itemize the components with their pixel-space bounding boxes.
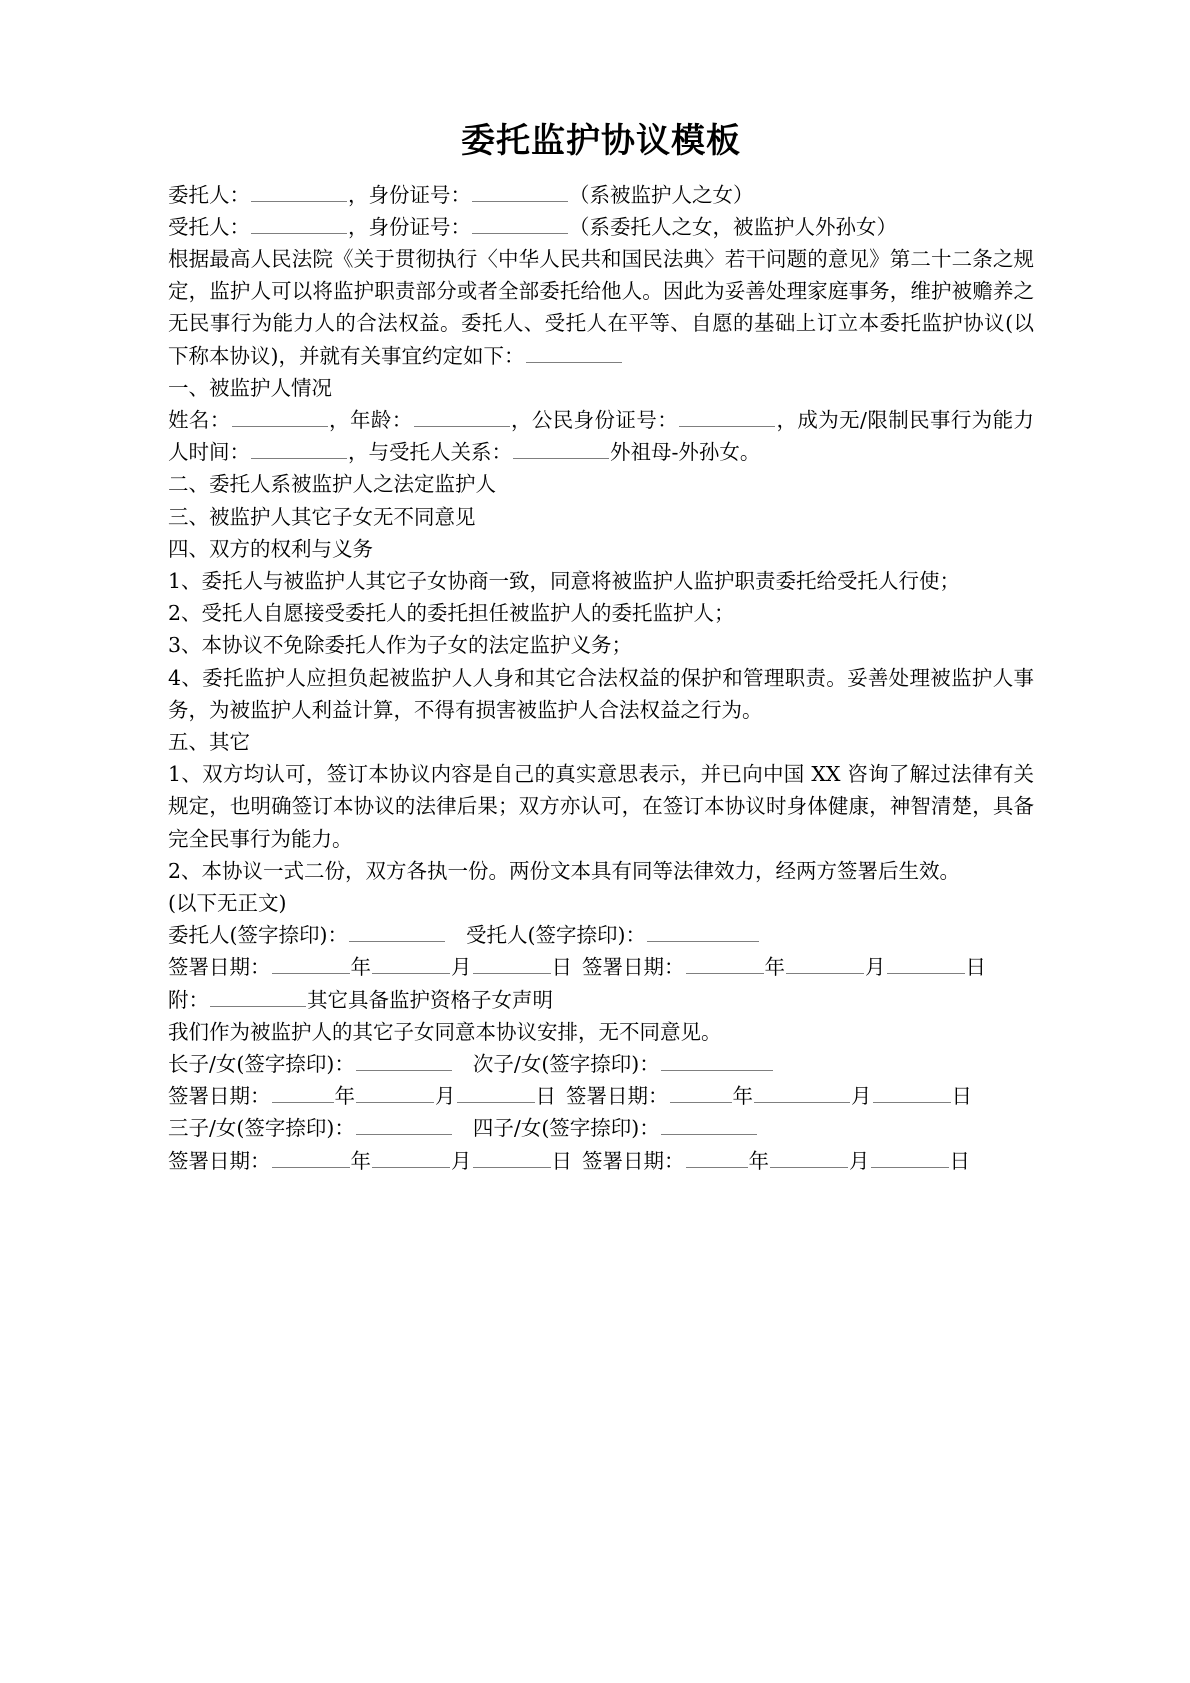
- child-2-date-label: 签署日期：: [566, 1084, 669, 1109]
- trustee-name-blank[interactable]: [251, 212, 347, 234]
- paragraph-ward-info: [168, 404, 1034, 468]
- day-unit-c1: 日: [535, 1084, 556, 1109]
- child-3-date-label: 签署日期：: [168, 1148, 271, 1173]
- child-4-year-blank[interactable]: [686, 1146, 748, 1168]
- child-2-label: 次子/女(签字捺印)：: [472, 1051, 660, 1076]
- ward-relation-blank[interactable]: [513, 438, 609, 460]
- entruster-year-blank[interactable]: [272, 953, 350, 975]
- month-unit-a: 月: [451, 955, 472, 980]
- ward-age-blank[interactable]: [414, 405, 510, 427]
- preamble-text: 根据最高人民法院《关于贯彻执行〈中华人民共和国民法典〉若干问题的意见》第二十二条之规定，监护人可以将监护职责部分或者全部委托给他人。因此为妥善处理家庭事务，维护被赡养之无民事行为能力人的合法权益。委托人、受托人在平等、自愿的基础上订立本委托监护协议(以下称本协议)，并就有关事宜约定如下：: [168, 246, 1034, 368]
- child-3-label: 三子/女(签字捺印)：: [168, 1116, 355, 1141]
- ward-name-label: 姓名：: [168, 407, 231, 432]
- day-unit-c2: 日: [951, 1084, 972, 1109]
- appendix-title-row: [168, 984, 1034, 1016]
- child-date-row-2: [168, 1145, 1034, 1177]
- heading-section-2: 二、委托人系被监护人之法定监护人: [168, 472, 496, 497]
- child-2-day-blank[interactable]: [873, 1082, 951, 1104]
- child-signature-row-2: [168, 1112, 1034, 1144]
- entruster-day-blank[interactable]: [473, 953, 551, 975]
- ward-relation-value: 外祖母-外孙女。: [610, 440, 761, 465]
- paragraph-trustee: [168, 211, 1034, 243]
- trustee-signature-label: 受托人(签字捺印)：: [466, 923, 646, 948]
- trustee-id-blank[interactable]: [472, 212, 568, 234]
- day-unit-c3: 日: [551, 1148, 572, 1173]
- heading-section-5: 五、其它: [168, 729, 250, 754]
- month-unit-c3: 月: [451, 1148, 472, 1173]
- preamble-trailing-blank[interactable]: [526, 341, 622, 363]
- year-unit-c2: 年: [732, 1084, 753, 1109]
- child-1-label: 长子/女(签字捺印)：: [168, 1051, 355, 1076]
- paragraph-item-4-1: 1、委托人与被监护人其它子女协商一致，同意将被监护人监护职责委托给受托人行使；: [168, 568, 961, 593]
- ward-id-blank[interactable]: [679, 405, 775, 427]
- child-4-label: 四子/女(签字捺印)：: [472, 1116, 660, 1141]
- paragraph-item-4-2: 2、受托人自愿接受委托人的委托担任被监护人的委托监护人；: [168, 601, 735, 626]
- ward-relation-label: ，与受托人关系：: [348, 440, 512, 465]
- year-unit-a: 年: [350, 955, 371, 980]
- paragraph-no-text-below: (以下无正文): [168, 890, 287, 915]
- heading-section-4: 四、双方的权利与义务: [168, 536, 373, 561]
- entruster-signature-label: 委托人(签字捺印)：: [168, 923, 348, 948]
- year-unit-c3: 年: [350, 1148, 371, 1173]
- entruster-id-blank[interactable]: [472, 180, 568, 202]
- trustee-date-label: 签署日期：: [582, 955, 685, 980]
- ward-capacity-label: ，成为无/限制民事行为能力人时间：: [168, 407, 1035, 465]
- entruster-id-label: ，身份证号：: [348, 182, 471, 207]
- ward-id-label: ，公民身份证号：: [510, 407, 679, 432]
- child-signature-row-1: [168, 1048, 1034, 1080]
- child-4-date-label: 签署日期：: [582, 1148, 685, 1173]
- signature-row-parties: [168, 919, 1034, 951]
- child-3-day-blank[interactable]: [473, 1146, 551, 1168]
- month-unit-b: 月: [865, 955, 886, 980]
- child-2-signature-blank[interactable]: [661, 1049, 773, 1071]
- paragraph-preamble: [168, 243, 1034, 372]
- entruster-relation-note: （系被监护人之女）: [569, 182, 754, 207]
- trustee-label: 受托人：: [168, 214, 250, 239]
- appendix-prefix: 附：: [168, 987, 209, 1012]
- child-4-signature-blank[interactable]: [661, 1114, 757, 1136]
- child-1-month-blank[interactable]: [356, 1082, 434, 1104]
- trustee-year-blank[interactable]: [686, 953, 764, 975]
- appendix-blank[interactable]: [210, 985, 306, 1007]
- month-unit-c2: 月: [851, 1084, 872, 1109]
- year-unit-b: 年: [764, 955, 785, 980]
- paragraph-item-5-1: 1、双方均认可，签订本协议内容是自己的真实意思表示，并已向中国 XX 咨询了解过法律有关规定，也明确签订本协议的法律后果；双方亦认可，在签订本协议时身体健康，神智清楚，具备完全民事行为能力。: [168, 762, 1034, 851]
- child-4-month-blank[interactable]: [770, 1146, 848, 1168]
- month-unit-c1: 月: [435, 1084, 456, 1109]
- appendix-title-suffix: 其它具备监护资格子女声明: [307, 987, 553, 1012]
- heading-section-3: 三、被监护人其它子女无不同意见: [168, 504, 476, 529]
- child-1-year-blank[interactable]: [272, 1082, 334, 1104]
- entruster-name-blank[interactable]: [251, 180, 347, 202]
- child-3-month-blank[interactable]: [372, 1146, 450, 1168]
- entruster-month-blank[interactable]: [372, 953, 450, 975]
- child-1-signature-blank[interactable]: [356, 1049, 452, 1071]
- trustee-month-blank[interactable]: [786, 953, 864, 975]
- child-1-date-label: 签署日期：: [168, 1084, 271, 1109]
- day-unit-a: 日: [551, 955, 572, 980]
- child-date-row-1: [168, 1080, 1034, 1112]
- year-unit-c1: 年: [334, 1084, 355, 1109]
- paragraph-item-5-2: 2、本协议一式二份，双方各执一份。两份文本具有同等法律效力，经两方签署后生效。: [168, 858, 961, 883]
- child-1-day-blank[interactable]: [457, 1082, 535, 1104]
- ward-capacity-date-blank[interactable]: [251, 438, 347, 460]
- child-2-year-blank[interactable]: [670, 1082, 732, 1104]
- entruster-label: 委托人：: [168, 182, 250, 207]
- child-4-day-blank[interactable]: [871, 1146, 949, 1168]
- entruster-signature-blank[interactable]: [349, 921, 445, 943]
- signature-row-dates-parties: [168, 951, 1034, 983]
- appendix-statement: 我们作为被监护人的其它子女同意本协议安排，无不同意见。: [168, 1019, 722, 1044]
- child-3-year-blank[interactable]: [272, 1146, 350, 1168]
- year-unit-c4: 年: [748, 1148, 769, 1173]
- trustee-signature-blank[interactable]: [647, 921, 759, 943]
- ward-age-label: ，年龄：: [328, 407, 413, 432]
- page-title: 委托监护协议模板: [461, 121, 741, 161]
- month-unit-c4: 月: [849, 1148, 870, 1173]
- paragraph-entruster: [168, 179, 1034, 211]
- ward-name-blank[interactable]: [232, 405, 328, 427]
- day-unit-c4: 日: [949, 1148, 970, 1173]
- child-2-month-blank[interactable]: [754, 1082, 850, 1104]
- trustee-relation-note: （系委托人之女，被监护人外孙女）: [569, 214, 897, 239]
- paragraph-item-4-4: 4、委托监护人应担负起被监护人人身和其它合法权益的保护和管理职责。妥善处理被监护人事务，为被监护人利益计算，不得有损害被监护人合法权益之行为。: [168, 665, 1034, 722]
- trustee-id-label: ，身份证号：: [348, 214, 471, 239]
- trustee-day-blank[interactable]: [887, 953, 965, 975]
- document-body: [168, 179, 1034, 1177]
- paragraph-item-4-3: 3、本协议不免除委托人作为子女的法定监护义务；: [168, 633, 633, 658]
- child-3-signature-blank[interactable]: [356, 1114, 452, 1136]
- heading-section-1: 一、被监护人情况: [168, 375, 332, 400]
- entruster-date-label: 签署日期：: [168, 955, 271, 980]
- day-unit-b: 日: [965, 955, 986, 980]
